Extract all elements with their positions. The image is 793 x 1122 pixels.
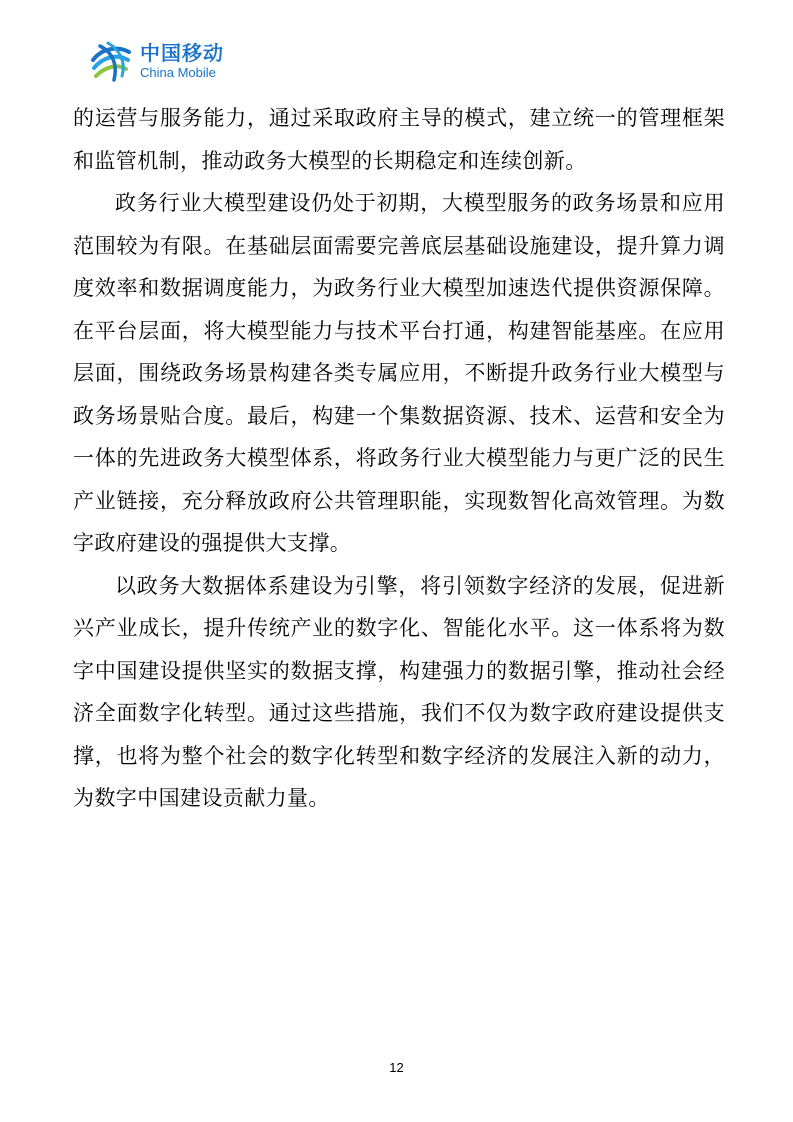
page-number: 12 (389, 1060, 404, 1075)
paragraph-3: 以政务大数据体系建设为引擎，将引领数字经济的发展，促进新兴产业成长，提升传统产业的数字化、智能化水平。这一体系将为数字中国建设提供坚实的数据支撑，构建强力的数据引擎，推动社会经济全面数字化转型。通过这些措施，我们不仅为数字政府建设提供支撑，也将为整个社会的数字化转型和数字经济的发展注入新的动力，为数字中国建设贡献力量。 (73, 573, 725, 810)
logo-chinese-name: 中国移动 (140, 41, 224, 65)
document-body (73, 97, 725, 820)
paragraph-1: 的运营与服务能力，通过采取政府主导的模式，建立统一的管理框架和监管机制，推动政务大模型的长期稳定和连续创新。 (73, 106, 725, 173)
page-header (88, 38, 224, 84)
logo-text (140, 43, 224, 79)
china-mobile-logo-icon (88, 38, 134, 84)
logo-english-name: China Mobile (140, 65, 216, 80)
paragraph-2: 政务行业大模型建设仍处于初期，大模型服务的政务场景和应用范围较为有限。在基础层面需要完善底层基础设施建设，提升算力调度效率和数据调度能力，为政务行业大模型加速迭代提供资源保障。在平台层面，将大模型能力与技术平台打通，构建智能基座。在应用层面，围绕政务场景构建各类专属应用，不断提升政务行业大模型与政务场景贴合度。最后，构建一个集数据资源、技术、运营和安全为一体的先进政务大模型体系，将政务行业大模型能力与更广泛的民生产业链接，充分释放政府公共管理职能，实现数智化高效管理。为数字政府建设的强提供大支撑。 (73, 191, 725, 555)
